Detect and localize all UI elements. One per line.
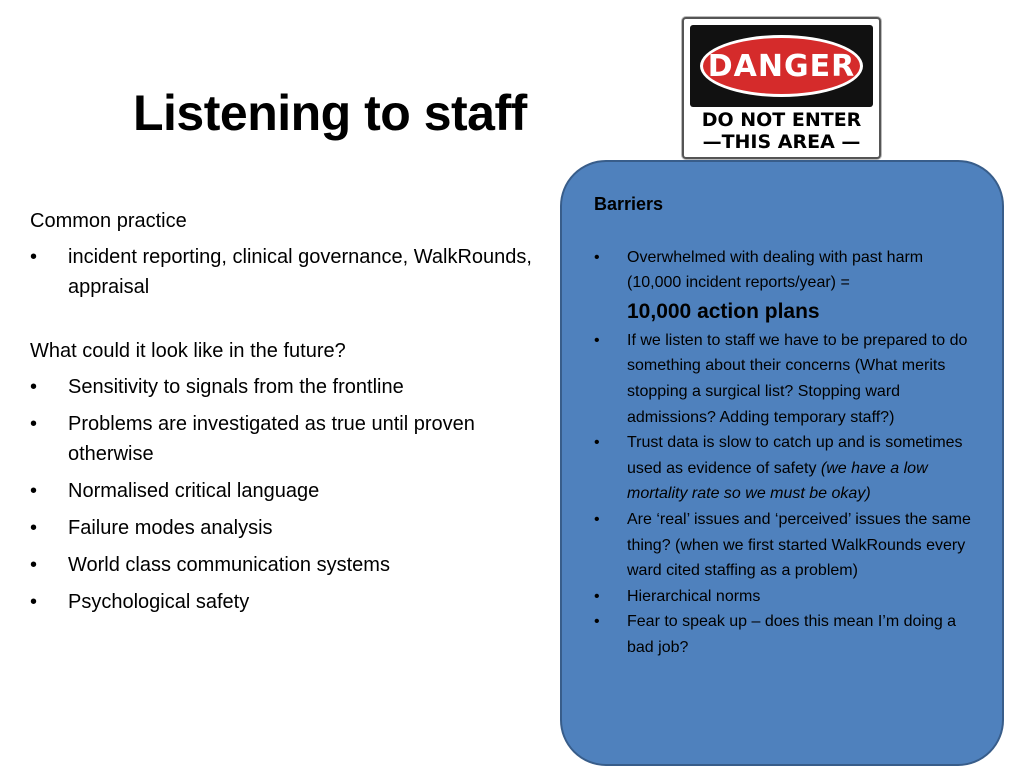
common-practice-heading: Common practice: [30, 210, 187, 232]
barrier-italic-note: (we have a low mortality rate so we must be okay): [627, 459, 928, 503]
danger-sign-header: [690, 25, 873, 107]
list-item: • Psychological safety: [30, 587, 565, 617]
danger-sign: [682, 17, 881, 159]
list-item: • Normalised critical language: [30, 476, 565, 506]
slide-title: Listening to staff: [133, 85, 527, 141]
future-section: [30, 336, 565, 617]
barrier-text: Trust data is slow to catch up and is sometimes used as evidence of safety: [627, 434, 963, 477]
barrier-item: [594, 430, 978, 507]
danger-oval: [700, 35, 863, 97]
future-list: [30, 372, 565, 617]
list-item: • Problems are investigated as true until proven otherwise: [30, 409, 565, 469]
action-plans-emphasis: 10,000 action plans: [627, 299, 820, 323]
barrier-item: • If we listen to staff we have to be prepared to do something about their concerns (What merits stopping a surgical list? Stopping ward admissions? Adding temporary staff?): [594, 328, 978, 430]
barriers-heading: Barriers: [594, 194, 664, 214]
danger-word: DANGER: [707, 48, 856, 84]
sign-line-do-not-enter: DO NOT ENTER: [701, 109, 862, 131]
common-practice-section: [30, 206, 565, 302]
barriers-box: [560, 160, 1004, 766]
list-item: • incident reporting, clinical governance, WalkRounds, appraisal: [30, 242, 565, 302]
left-content: [30, 206, 565, 624]
common-practice-list: [30, 242, 565, 302]
future-heading: What could it look like in the future?: [30, 340, 346, 362]
list-item: • Sensitivity to signals from the frontline: [30, 372, 565, 402]
barrier-item: [594, 245, 978, 328]
barrier-item: • Are ‘real’ issues and ‘perceived’ issues the same thing? (when we first started WalkRounds every ward cited staffing as a problem): [594, 507, 978, 584]
sign-line-this-area: —THIS AREA —: [702, 131, 861, 153]
barrier-item: • Fear to speak up – does this mean I’m doing a bad job?: [594, 609, 978, 660]
barrier-item: • Hierarchical norms: [594, 584, 978, 610]
barrier-text: Overwhelmed with dealing with past harm (10,000 incident reports/year) =: [627, 248, 924, 292]
barriers-list: [594, 245, 978, 661]
list-item: • Failure modes analysis: [30, 513, 565, 543]
list-item: • World class communication systems: [30, 550, 565, 580]
